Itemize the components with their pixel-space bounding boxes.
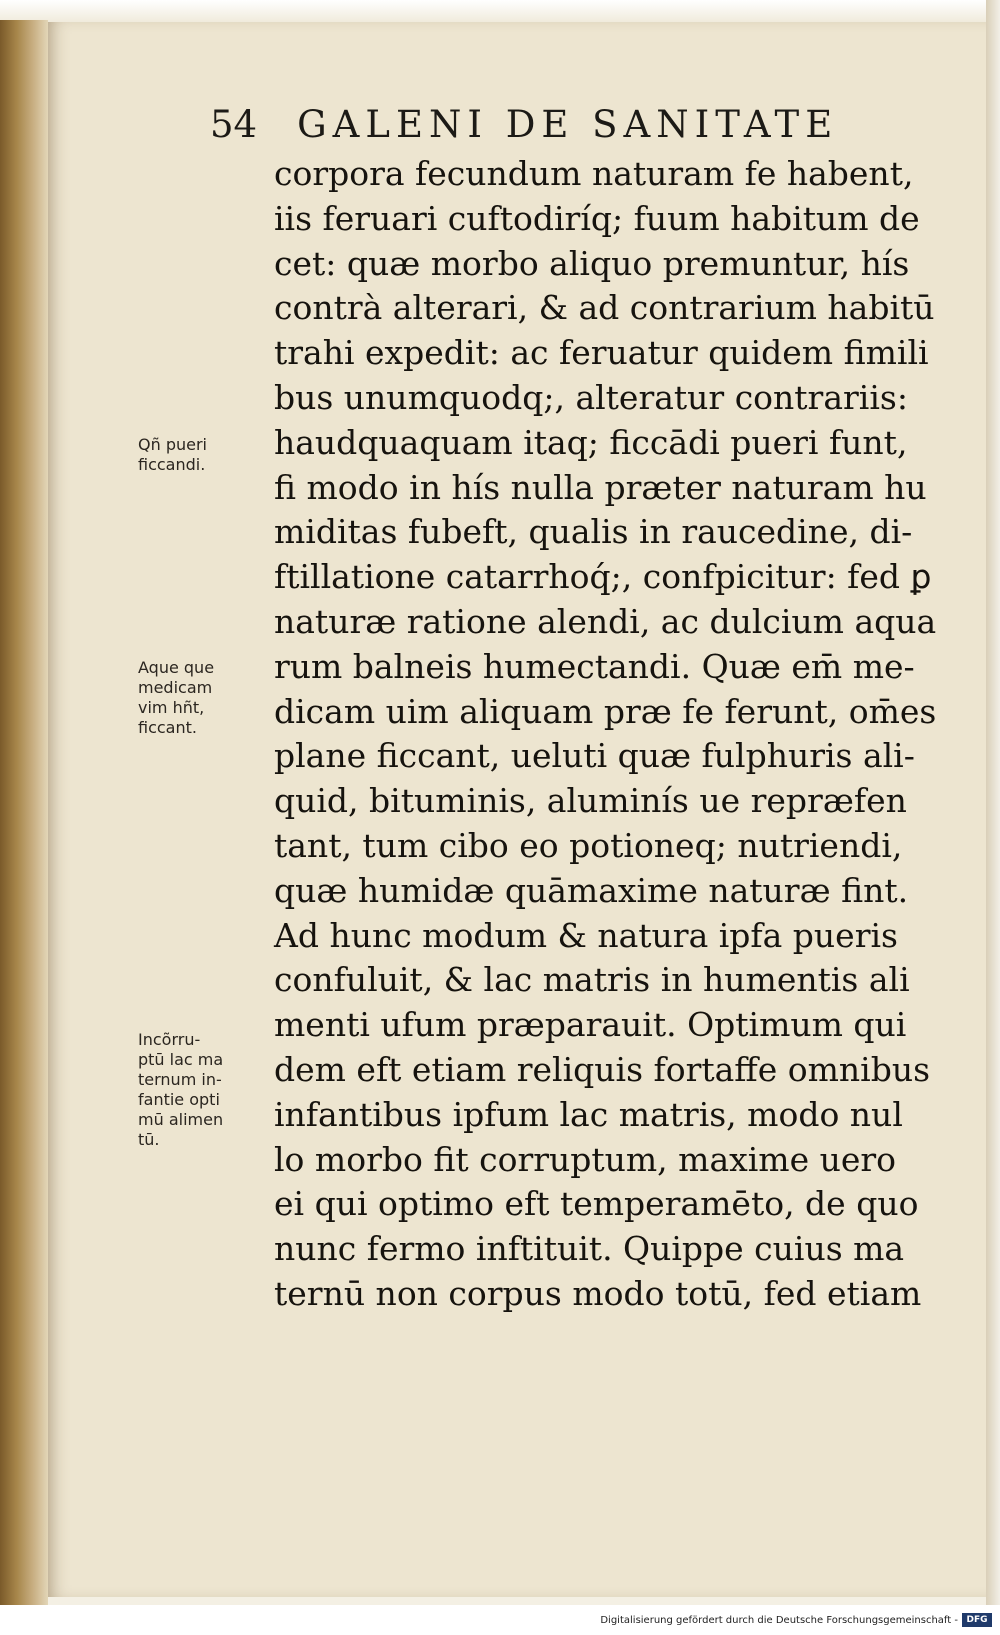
dfg-logo: DFG — [962, 1613, 992, 1627]
note-line: mū alimen — [138, 1110, 224, 1129]
text-line: infantibus ipfum lac matris, modo nul — [274, 1094, 903, 1134]
text-line: corpora fecundum naturam fe habent, — [274, 154, 914, 193]
text-line: quæ humidæ quāmaxime naturæ fint. — [274, 870, 909, 910]
text-line: quid, bituminis, aluminís ue repræfen — [274, 781, 907, 821]
note-line: ptū lac ma — [138, 1050, 224, 1069]
text-line: contrà alterari, & ad contrarium habitū — [274, 288, 935, 328]
page-top-edge — [0, 0, 1000, 24]
text-line: fi modo in hís nulla præter naturam hu — [274, 467, 927, 507]
marginal-note-aque-siccant — [138, 658, 268, 738]
note-line: ternum in- — [138, 1070, 222, 1089]
text-line: menti ufum præparauit. Optimum qui — [274, 1005, 907, 1045]
text-line: lo morbo fit corruptum, maxime uero — [274, 1139, 897, 1179]
main-text-block — [274, 152, 937, 1317]
text-line: trahi expedit: ac feruatur quidem fimili — [274, 333, 929, 373]
running-head — [210, 100, 900, 148]
text-line: ftillatione catarrhoq́;, confpicitur: fed ꝑ — [274, 557, 932, 597]
text-line: ei qui optimo eft temperamēto, de quo — [274, 1184, 919, 1224]
note-line: ficcandi. — [138, 455, 206, 474]
page-right-edge — [986, 0, 1000, 1605]
text-line: confuluit, & lac matris in humentis ali — [274, 960, 910, 1000]
text-line: cet: quæ morbo aliquo premuntur, hís — [274, 243, 910, 283]
text-line: dicam uim aliquam præ fe ferunt, om̄es — [274, 691, 937, 731]
digitization-footer — [0, 1605, 1000, 1635]
note-line: fantie opti — [138, 1090, 220, 1109]
text-line: rum balneis humectandi. Quæ em̄ me- — [274, 646, 915, 686]
funding-credit: Digitalisierung gefördert durch die Deutsche Forschungsgemeinschaft - — [600, 1615, 958, 1626]
text-line: nunc fermo inftituit. Quippe cuius ma — [274, 1229, 905, 1269]
note-line: Aque que — [138, 658, 215, 677]
text-line: haudquaquam itaq; ficcādi pueri funt, — [274, 422, 908, 462]
text-line: tant, tum cibo eo potioneq; nutriendi, — [274, 825, 903, 865]
text-line: ternū non corpus modo totū, fed etiam — [274, 1273, 922, 1313]
text-line: dem eft etiam reliquis fortaffe omnibus — [274, 1049, 931, 1089]
running-title: GALENI DE SANITATE — [297, 102, 839, 146]
text-line: bus unumquodq;, alteratur contrariis: — [274, 377, 908, 417]
text-line: plane ficcant, ueluti quæ fulphuris ali- — [274, 736, 915, 776]
text-line: Ad hunc modum & natura ipfa pueris — [274, 915, 898, 955]
page-number: 54 — [210, 102, 258, 146]
note-line: Incõrru- — [138, 1030, 201, 1049]
note-line: ficcant. — [138, 718, 197, 737]
note-line: medicam — [138, 678, 213, 697]
text-line: miditas fubeft, qualis in raucedine, di- — [274, 512, 913, 552]
text-line: iis feruari cuftodiríq; fuum habitum de — [274, 198, 920, 238]
note-line: Qñ pueri — [138, 435, 207, 454]
note-line: tū. — [138, 1130, 160, 1149]
book-spine-edge — [0, 20, 48, 1605]
marginal-note-pueri-siccandi — [138, 435, 268, 475]
marginal-note-lac-maternum — [138, 1030, 268, 1150]
text-line: naturæ ratione alendi, ac dulcium aqua — [274, 601, 937, 641]
note-line: vim hñt, — [138, 698, 205, 717]
